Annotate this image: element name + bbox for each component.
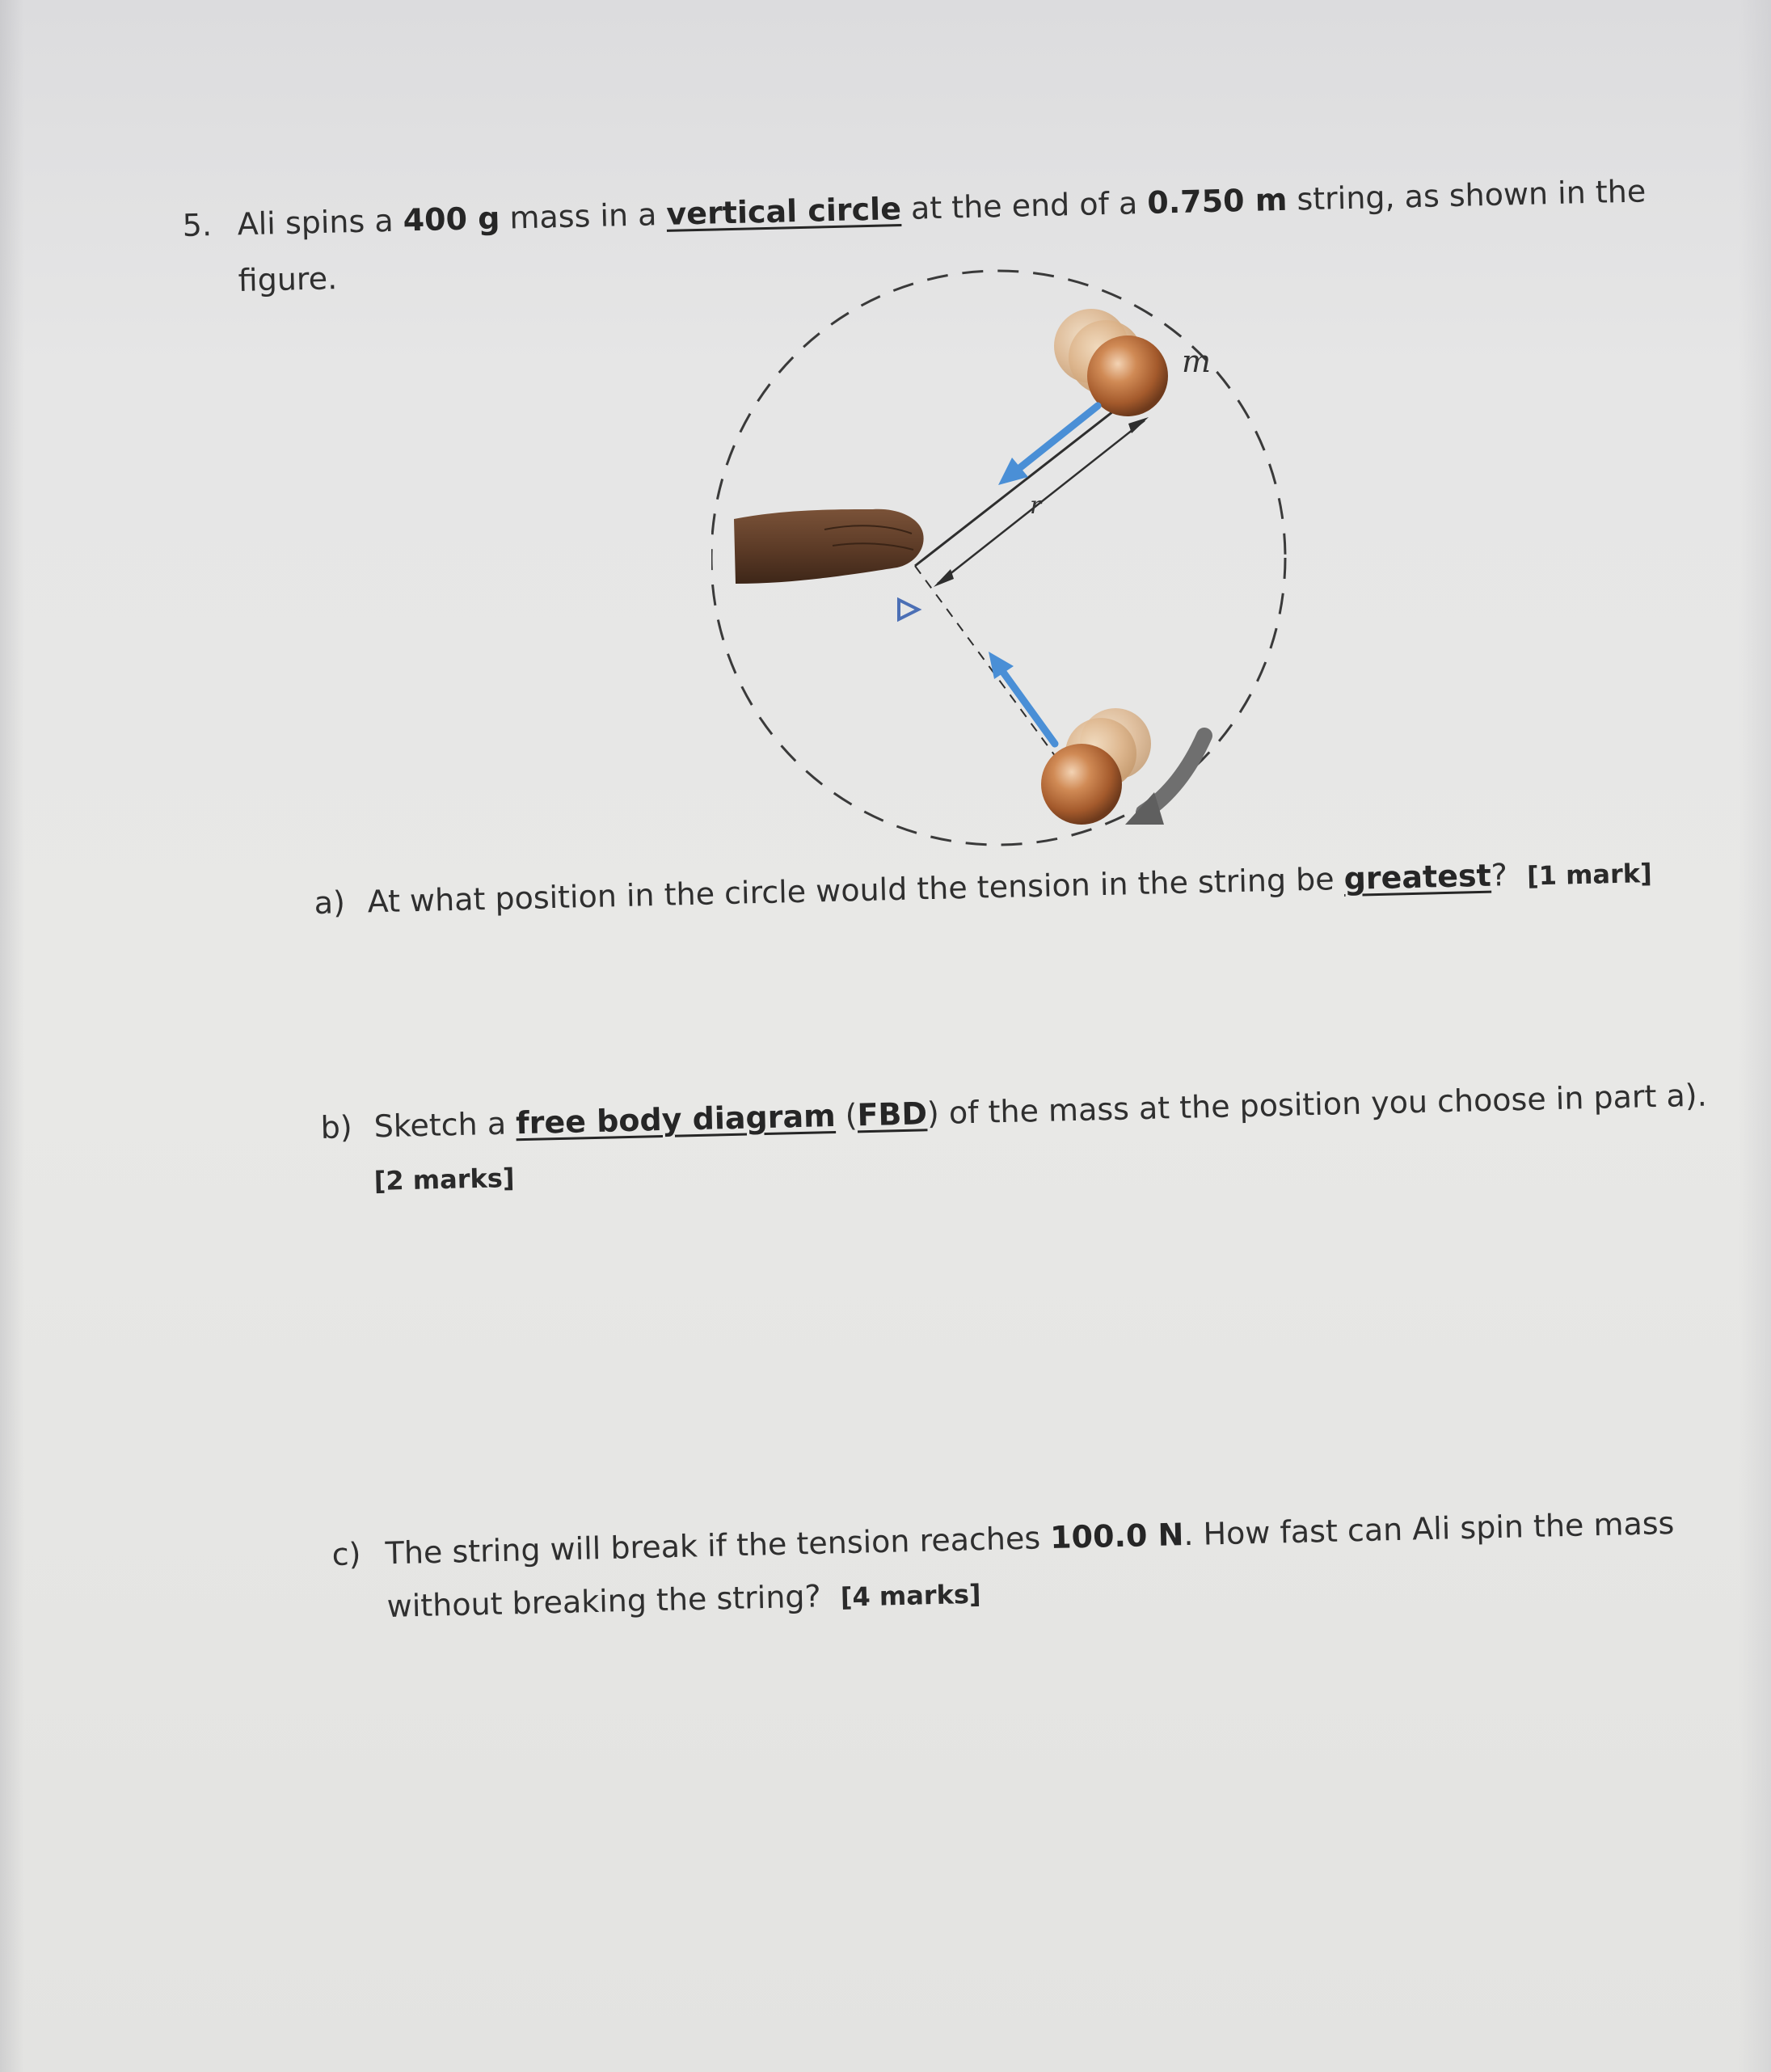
circle-type: vertical circle [665,191,902,232]
mass-label: m [1182,344,1212,379]
question-5-line-2: figure. [238,260,338,298]
part-b-marks: [2 marks] [373,1162,515,1196]
part-b-abbr: FBD [857,1095,928,1133]
paper-shadow-left [0,0,24,2072]
part-a-label: a) [314,884,346,921]
part-b-label: b) [320,1109,353,1146]
string-bottom [915,566,1067,772]
pivot-marker [899,600,918,619]
part-b-marks-line [373,1151,515,1206]
radius-label: r [1030,492,1042,520]
part-b-question: b) Sketch a free body diagram (FBD) of the mass at the position you choose in part a). [320,1070,1707,1153]
part-c-question: c) The string will break if the tension reaches 100.0 N. How fast can Ali spin the mass [331,1498,1675,1580]
question-number: 5. [182,207,213,243]
part-b-emphasis: free body diagram [515,1097,837,1141]
part-a-marks: [1 mark] [1526,857,1653,892]
tension-arrow-top [998,406,1098,485]
tension-value: 100.0 N [1049,1517,1184,1556]
vertical-circle-figure [711,267,1326,865]
paper-shadow-right [1739,0,1771,2072]
mass-value: 400 g [403,200,500,238]
string-top [915,400,1128,566]
part-c-marks: [4 marks] [840,1578,981,1613]
question-5-line-1: 5. Ali spins a 400 g mass in a vertical circle at the end of a 0.750 m string, as shown in the [182,166,1647,251]
length-value: 0.750 m [1146,181,1288,221]
part-a-question: a) At what position in the circle would the tension in the string be greatest? [1 mark] [314,846,1652,930]
part-a-emphasis: greatest [1343,857,1492,897]
tension-arrow-bottom [989,652,1055,744]
part-c-label: c) [331,1536,361,1572]
mass-ball-bottom [1041,744,1122,825]
part-c-line-2: without breaking the string? [4 marks] [386,1578,981,1624]
